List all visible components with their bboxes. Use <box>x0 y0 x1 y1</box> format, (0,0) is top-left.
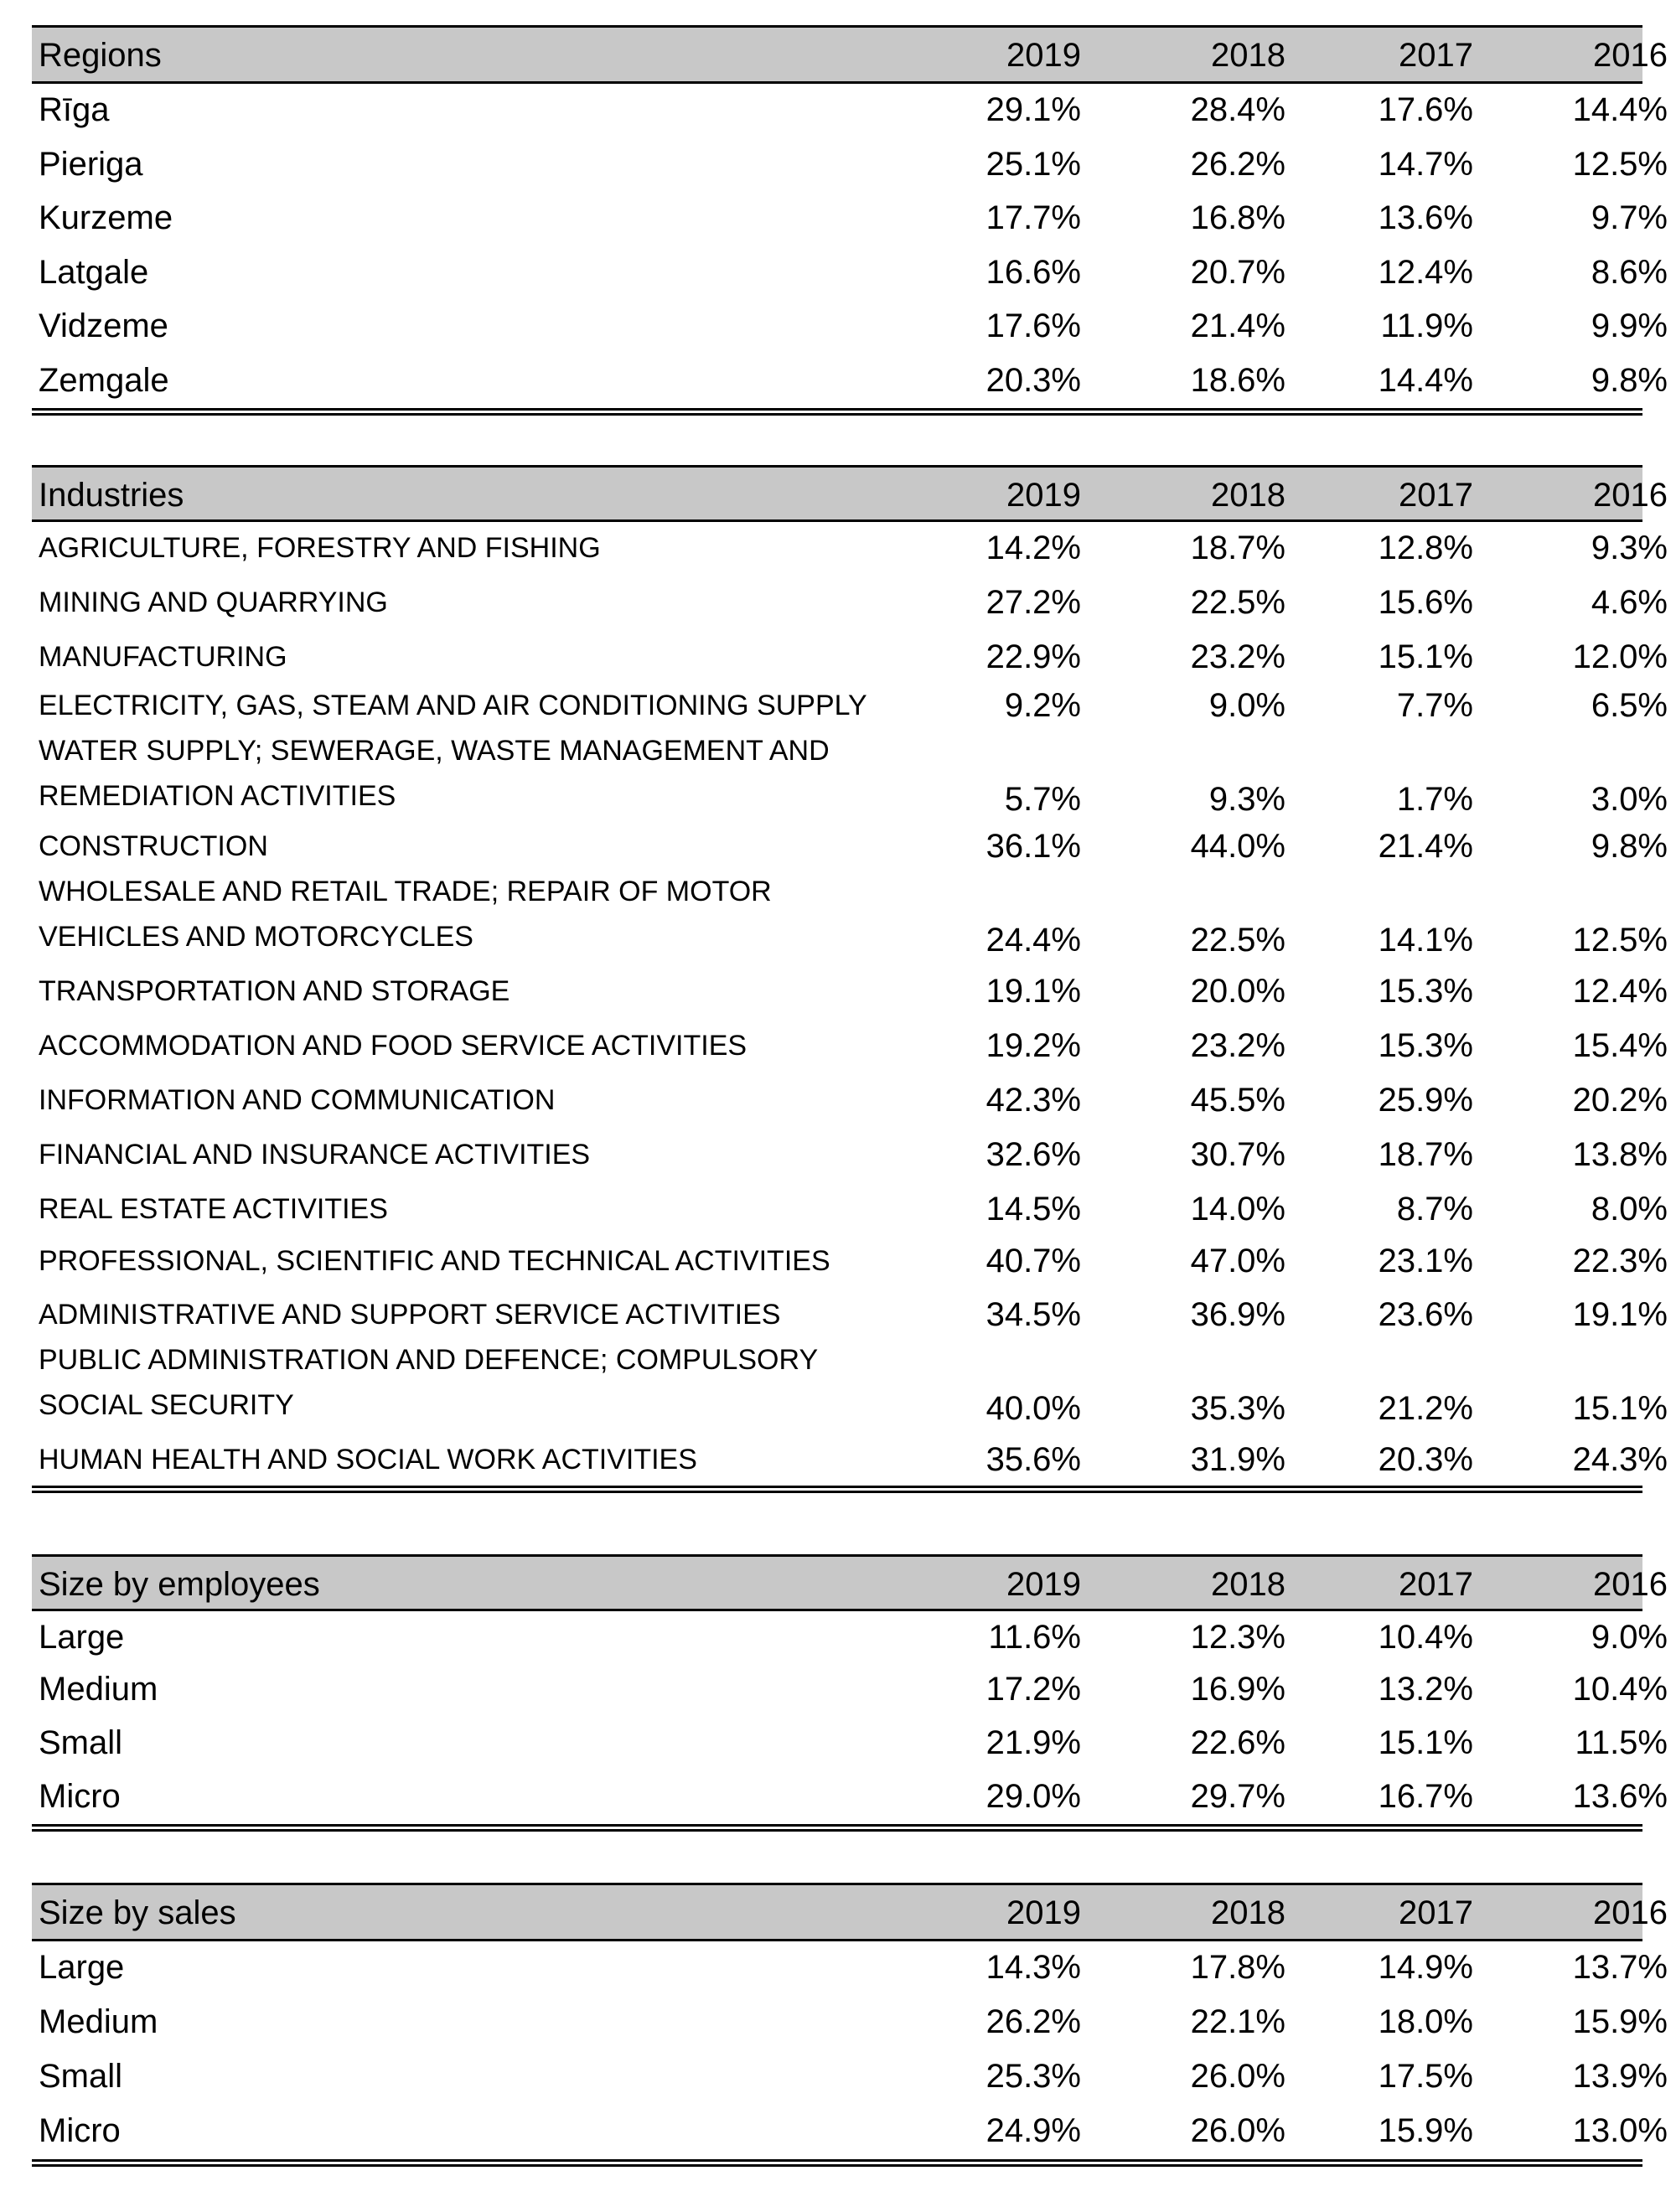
cell-2018: 23.2% <box>1190 638 1285 675</box>
double-rule <box>32 408 1642 416</box>
cell-2018: 26.0% <box>1190 2112 1285 2149</box>
cell-2017: 23.1% <box>1378 1243 1473 1279</box>
table-row <box>32 192 1668 246</box>
cell-2018: 29.7% <box>1190 1778 1285 1815</box>
cell-2017: 14.9% <box>1378 1949 1473 1986</box>
cell-2017: 14.4% <box>1378 361 1473 399</box>
regions-header-row <box>32 25 1668 84</box>
table-row <box>32 2050 1668 2105</box>
cell-2019: 35.6% <box>985 1441 1081 1478</box>
cell-2019: 24.9% <box>985 2112 1081 2149</box>
cell-2018: 14.0% <box>1190 1191 1285 1227</box>
table-row <box>32 1717 1668 1770</box>
cell-2017: 15.6% <box>1378 584 1473 621</box>
cell-2016: 20.2% <box>1572 1082 1668 1119</box>
table-row <box>32 1337 1668 1434</box>
col-2016: 2016 <box>1593 477 1668 514</box>
row-label: Medium <box>39 1671 158 1708</box>
cell-2018: 45.5% <box>1190 1082 1285 1119</box>
cell-2017: 20.3% <box>1378 1441 1473 1478</box>
cell-2018: 22.6% <box>1190 1724 1285 1761</box>
size-employees-header-label: Size by employees <box>39 1566 320 1603</box>
cell-2019: 17.6% <box>985 308 1081 344</box>
row-label: Micro <box>39 2112 121 2149</box>
cell-2016: 9.3% <box>1591 530 1668 566</box>
row-label: MINING AND QUARRYING <box>39 587 388 618</box>
cell-2017: 8.7% <box>1396 1191 1473 1227</box>
col-2016: 2016 <box>1593 1894 1668 1931</box>
cell-2016: 12.5% <box>1572 145 1668 183</box>
cell-2018: 26.2% <box>1190 145 1285 183</box>
industries-table <box>32 465 1668 1493</box>
cell-2016: 8.0% <box>1591 1191 1668 1227</box>
cell-2017: 15.3% <box>1378 1027 1473 1064</box>
cell-2016: 24.3% <box>1572 1441 1668 1478</box>
size-sales-header-label: Size by sales <box>39 1894 236 1931</box>
double-rule <box>32 1486 1642 1493</box>
cell-2018: 31.9% <box>1190 1441 1285 1478</box>
cell-2016: 3.0% <box>1591 781 1668 818</box>
cell-2019: 9.2% <box>1004 687 1081 724</box>
cell-2019: 34.5% <box>985 1296 1081 1333</box>
col-2018: 2018 <box>1211 477 1285 514</box>
cell-2019: 17.7% <box>985 199 1081 236</box>
cell-2017: 13.2% <box>1378 1671 1473 1708</box>
col-2018: 2018 <box>1211 37 1285 74</box>
table-row <box>32 84 1668 138</box>
cell-2019: 20.3% <box>985 361 1081 399</box>
cell-2016: 11.5% <box>1575 1724 1668 1761</box>
row-label: MANUFACTURING <box>39 641 287 673</box>
cell-2018: 9.0% <box>1208 687 1285 724</box>
row-label: PUBLIC ADMINISTRATION AND DEFENCE; COMPULSORY SOCIAL SECURITY <box>39 1344 818 1421</box>
row-label: Rīga <box>39 91 110 128</box>
row-label: Micro <box>39 1778 121 1815</box>
row-label: INFORMATION AND COMMUNICATION <box>39 1084 556 1116</box>
row-label: TRANSPORTATION AND STORAGE <box>39 975 510 1007</box>
cell-2017: 12.4% <box>1378 253 1473 291</box>
table-row <box>32 728 1668 820</box>
col-2019: 2019 <box>1006 37 1081 74</box>
table-row <box>32 300 1668 354</box>
cell-2017: 25.9% <box>1378 1082 1473 1119</box>
row-label: Vidzeme <box>39 308 168 344</box>
cell-2018: 18.7% <box>1190 530 1285 566</box>
col-2016: 2016 <box>1593 37 1668 74</box>
cell-2017: 14.1% <box>1378 922 1473 959</box>
cell-2016: 15.1% <box>1572 1390 1668 1427</box>
industries-header-row <box>32 465 1668 522</box>
cell-2019: 25.1% <box>985 145 1081 183</box>
cell-2017: 11.9% <box>1380 308 1473 344</box>
row-label: Zemgale <box>39 361 169 399</box>
cell-2019: 22.9% <box>985 638 1081 675</box>
cell-2017: 18.7% <box>1378 1136 1473 1173</box>
col-2018: 2018 <box>1211 1566 1285 1603</box>
cell-2018: 26.0% <box>1190 2058 1285 2095</box>
cell-2019: 36.1% <box>985 828 1081 865</box>
col-2018: 2018 <box>1211 1894 1285 1931</box>
cell-2016: 9.0% <box>1591 1619 1668 1656</box>
cell-2019: 27.2% <box>985 584 1081 621</box>
table-row <box>32 1074 1668 1129</box>
table-row <box>32 576 1668 631</box>
table-row <box>32 1611 1668 1663</box>
cell-2017: 15.1% <box>1378 1724 1473 1761</box>
cell-2019: 42.3% <box>985 1082 1081 1119</box>
cell-2019: 14.2% <box>985 530 1081 566</box>
table-row <box>32 631 1668 680</box>
table-row <box>32 354 1668 409</box>
table-row <box>32 1020 1668 1074</box>
cell-2018: 16.9% <box>1190 1671 1285 1708</box>
cell-2017: 13.6% <box>1378 199 1473 236</box>
row-label: Large <box>39 1619 125 1656</box>
table-row <box>32 1941 1668 1996</box>
cell-2019: 40.7% <box>985 1243 1081 1279</box>
cell-2016: 12.5% <box>1572 922 1668 959</box>
cell-2019: 17.2% <box>985 1671 1081 1708</box>
cell-2018: 47.0% <box>1190 1243 1285 1279</box>
cell-2019: 5.7% <box>1004 781 1081 818</box>
table-row <box>32 1770 1668 1824</box>
table-row <box>32 2105 1668 2159</box>
cell-2019: 16.6% <box>985 253 1081 291</box>
cell-2019: 29.1% <box>985 91 1081 128</box>
row-label: WATER SUPPLY; SEWERAGE, WASTE MANAGEMENT AND REMEDIATION ACTIVITIES <box>39 735 830 812</box>
table-row <box>32 522 1668 576</box>
row-label: ADMINISTRATIVE AND SUPPORT SERVICE ACTIVITIES <box>39 1299 781 1331</box>
cell-2019: 14.3% <box>985 1949 1081 1986</box>
cell-2016: 13.8% <box>1572 1136 1668 1173</box>
cell-2016: 10.4% <box>1572 1671 1668 1708</box>
cell-2018: 22.5% <box>1190 584 1285 621</box>
size-employees-header-row <box>32 1554 1668 1611</box>
table-row <box>32 1663 1668 1717</box>
cell-2018: 23.2% <box>1190 1027 1285 1064</box>
regions-header-label: Regions <box>39 37 162 74</box>
cell-2016: 12.0% <box>1572 638 1668 675</box>
table-row <box>32 1183 1668 1235</box>
col-2017: 2017 <box>1399 477 1473 514</box>
row-label: Pieriga <box>39 145 143 183</box>
cell-2019: 19.1% <box>985 973 1081 1010</box>
size-sales-table <box>32 1883 1668 2167</box>
cell-2016: 9.8% <box>1591 828 1668 865</box>
cell-2016: 4.6% <box>1591 584 1668 621</box>
cell-2016: 13.6% <box>1572 1778 1668 1815</box>
table-row <box>32 1996 1668 2050</box>
table-row <box>32 246 1668 301</box>
industries-header-label: Industries <box>39 477 184 514</box>
col-2019: 2019 <box>1006 1566 1081 1603</box>
cell-2018: 30.7% <box>1190 1136 1285 1173</box>
cell-2018: 21.4% <box>1190 308 1285 344</box>
table-row <box>32 869 1668 965</box>
cell-2019: 40.0% <box>985 1390 1081 1427</box>
double-rule <box>32 2159 1642 2167</box>
cell-2016: 13.7% <box>1572 1949 1668 1986</box>
cell-2019: 24.4% <box>985 922 1081 959</box>
cell-2018: 18.6% <box>1190 361 1285 399</box>
cell-2016: 14.4% <box>1572 91 1668 128</box>
cell-2019: 29.0% <box>985 1778 1081 1815</box>
cell-2019: 25.3% <box>985 2058 1081 2095</box>
col-2019: 2019 <box>1006 1894 1081 1931</box>
cell-2018: 22.5% <box>1190 922 1285 959</box>
table-row <box>32 965 1668 1020</box>
table-row <box>32 1289 1668 1337</box>
cell-2016: 22.3% <box>1572 1243 1668 1279</box>
table-row <box>32 820 1668 869</box>
cell-2017: 17.5% <box>1378 2058 1473 2095</box>
cell-2017: 23.6% <box>1378 1296 1473 1333</box>
cell-2016: 19.1% <box>1572 1296 1668 1333</box>
cell-2017: 15.9% <box>1378 2112 1473 2149</box>
size-employees-table <box>32 1554 1668 1832</box>
cell-2016: 15.4% <box>1572 1027 1668 1064</box>
col-2019: 2019 <box>1006 477 1081 514</box>
cell-2017: 1.7% <box>1396 781 1473 818</box>
cell-2017: 10.4% <box>1378 1619 1473 1656</box>
cell-2016: 13.9% <box>1572 2058 1668 2095</box>
double-rule <box>32 1824 1642 1832</box>
cell-2019: 32.6% <box>985 1136 1081 1173</box>
cell-2016: 9.8% <box>1591 361 1668 399</box>
cell-2018: 9.3% <box>1208 781 1285 818</box>
row-label: PROFESSIONAL, SCIENTIFIC AND TECHNICAL ACTIVITIES <box>39 1245 830 1277</box>
row-label: AGRICULTURE, FORESTRY AND FISHING <box>39 532 601 564</box>
cell-2017: 7.7% <box>1396 687 1473 724</box>
regions-table <box>32 25 1668 416</box>
row-label: REAL ESTATE ACTIVITIES <box>39 1193 388 1225</box>
row-label: ACCOMMODATION AND FOOD SERVICE ACTIVITIES <box>39 1030 747 1062</box>
cell-2016: 13.0% <box>1572 2112 1668 2149</box>
cell-2016: 6.5% <box>1591 687 1668 724</box>
row-label: WHOLESALE AND RETAIL TRADE; REPAIR OF MOTOR VEHICLES AND MOTORCYCLES <box>39 876 772 953</box>
table-row <box>32 1129 1668 1183</box>
cell-2017: 14.7% <box>1378 145 1473 183</box>
cell-2016: 12.4% <box>1572 973 1668 1010</box>
col-2017: 2017 <box>1399 37 1473 74</box>
cell-2019: 14.5% <box>985 1191 1081 1227</box>
cell-2018: 17.8% <box>1190 1949 1285 1986</box>
row-label: CONSTRUCTION <box>39 830 268 862</box>
table-row <box>32 1235 1668 1289</box>
row-label: FINANCIAL AND INSURANCE ACTIVITIES <box>39 1139 591 1171</box>
cell-2018: 16.8% <box>1190 199 1285 236</box>
cell-2017: 21.2% <box>1378 1390 1473 1427</box>
row-label: Small <box>39 1724 123 1761</box>
cell-2018: 20.0% <box>1190 973 1285 1010</box>
cell-2019: 26.2% <box>985 2003 1081 2040</box>
cell-2016: 15.9% <box>1572 2003 1668 2040</box>
table-row <box>32 138 1668 193</box>
col-2017: 2017 <box>1399 1566 1473 1603</box>
cell-2018: 36.9% <box>1190 1296 1285 1333</box>
col-2016: 2016 <box>1593 1566 1668 1603</box>
row-label: Kurzeme <box>39 199 173 236</box>
cell-2018: 22.1% <box>1190 2003 1285 2040</box>
row-label: HUMAN HEALTH AND SOCIAL WORK ACTIVITIES <box>39 1444 697 1476</box>
cell-2016: 8.6% <box>1591 253 1668 291</box>
cell-2017: 15.3% <box>1378 973 1473 1010</box>
size-sales-header-row <box>32 1883 1668 1941</box>
table-row <box>32 1434 1668 1486</box>
cell-2017: 12.8% <box>1378 530 1473 566</box>
row-label: Small <box>39 2058 123 2095</box>
cell-2018: 35.3% <box>1190 1390 1285 1427</box>
table-row <box>32 680 1668 728</box>
row-label: Medium <box>39 2003 158 2040</box>
cell-2017: 17.6% <box>1378 91 1473 128</box>
cell-2018: 44.0% <box>1190 828 1285 865</box>
row-label: ELECTRICITY, GAS, STEAM AND AIR CONDITIONING SUPPLY <box>39 690 867 721</box>
cell-2019: 19.2% <box>985 1027 1081 1064</box>
cell-2016: 9.9% <box>1591 308 1668 344</box>
cell-2017: 15.1% <box>1378 638 1473 675</box>
col-2017: 2017 <box>1399 1894 1473 1931</box>
cell-2019: 21.9% <box>985 1724 1081 1761</box>
row-label: Latgale <box>39 253 149 291</box>
cell-2019: 11.6% <box>988 1619 1081 1656</box>
cell-2018: 28.4% <box>1190 91 1285 128</box>
cell-2018: 20.7% <box>1190 253 1285 291</box>
cell-2017: 18.0% <box>1378 2003 1473 2040</box>
cell-2017: 16.7% <box>1378 1778 1473 1815</box>
row-label: Large <box>39 1949 125 1986</box>
cell-2016: 9.7% <box>1591 199 1668 236</box>
cell-2018: 12.3% <box>1190 1619 1285 1656</box>
cell-2017: 21.4% <box>1378 828 1473 865</box>
